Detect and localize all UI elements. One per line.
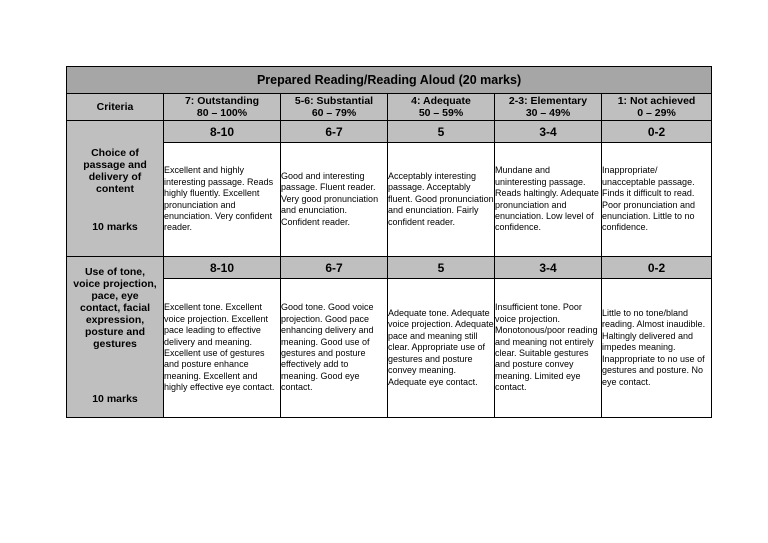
criterion-1-descriptor-outstanding: Excellent and highly interesting passage. Reads highly fluently. Excellent pronunciation and enunciation. Very confident reader. [164, 143, 281, 257]
criterion-1-name: Choice of passage and delivery of content [83, 147, 147, 195]
criterion-2-score-not-achieved: 0-2 [602, 257, 712, 279]
criterion-1-marks: 10 marks [92, 221, 138, 233]
criterion-1-descriptor-not-achieved: Inappropriate/ unacceptable passage. Finds it difficult to read. Poor pronunciation and enunciation. Little to no confidence. [602, 143, 712, 257]
level-header-outstanding: 7: Outstanding 80 – 100% [164, 94, 281, 121]
criterion-2-descriptor-adequate: Adequate tone. Adequate voice projection. Adequate pace and meaning still clear. Appropriate use of gestures and posture convey meaning. Adequate eye contact. [388, 279, 495, 418]
rubric-title: Prepared Reading/Reading Aloud (20 marks) [67, 67, 712, 94]
level-header-substantial: 5-6: Substantial 60 – 79% [281, 94, 388, 121]
criterion-2-descriptor-substantial: Good tone. Good voice projection. Good pace enhancing delivery and meaning. Good use of gestures and posture effectively add to meaning. Good eye contact. [281, 279, 388, 418]
criterion-1-descriptor-adequate: Acceptably interesting passage. Acceptably fluent. Good pronunciation and enunciation. Fairly confident reader. [388, 143, 495, 257]
criterion-2-score-elementary: 3-4 [495, 257, 602, 279]
criterion-1-score-outstanding: 8-10 [164, 121, 281, 143]
criterion-2-descriptor-elementary: Insufficient tone. Poor voice projection. Monotonous/poor reading and meaning not entirely clear. Suitable gestures and posture convey meaning. Limited eye contact. [495, 279, 602, 418]
criterion-1-descriptor-elementary: Mundane and uninteresting passage. Reads haltingly. Adequate pronunciation and enunciation. Low level of confidence. [495, 143, 602, 257]
criterion-2-descriptor-outstanding: Excellent tone. Excellent voice projection. Excellent pace leading to effective delivery and meaning. Excellent use of gestures and posture enhance meaning. Excellent and highly effective eye contact. [164, 279, 281, 418]
criterion-1-score-adequate: 5 [388, 121, 495, 143]
rubric-table [66, 66, 712, 418]
level-header-not-achieved: 1: Not achieved 0 – 29% [602, 94, 712, 121]
level-header-elementary: 2-3: Elementary 30 – 49% [495, 94, 602, 121]
level-header-adequate: 4: Adequate 50 – 59% [388, 94, 495, 121]
criterion-2-score-adequate: 5 [388, 257, 495, 279]
criterion-2-marks: 10 marks [92, 393, 138, 405]
criterion-2-cell [67, 257, 164, 418]
criterion-2-name: Use of tone, voice projection, pace, eye contact, facial expression, posture and gestures [73, 266, 157, 350]
criterion-1-score-substantial: 6-7 [281, 121, 388, 143]
criterion-1-score-elementary: 3-4 [495, 121, 602, 143]
criteria-header: Criteria [67, 94, 164, 121]
criterion-1-score-not-achieved: 0-2 [602, 121, 712, 143]
criterion-2-score-outstanding: 8-10 [164, 257, 281, 279]
criterion-1-cell [67, 121, 164, 257]
criterion-1-descriptor-substantial: Good and interesting passage. Fluent reader. Very good pronunciation and enunciation. Confident reader. [281, 143, 388, 257]
criterion-2-score-substantial: 6-7 [281, 257, 388, 279]
criterion-2-descriptor-not-achieved: Little to no tone/bland reading. Almost inaudible. Haltingly delivered and impedes meaning. Inappropriate to no use of gestures and posture. No eye contact. [602, 279, 712, 418]
